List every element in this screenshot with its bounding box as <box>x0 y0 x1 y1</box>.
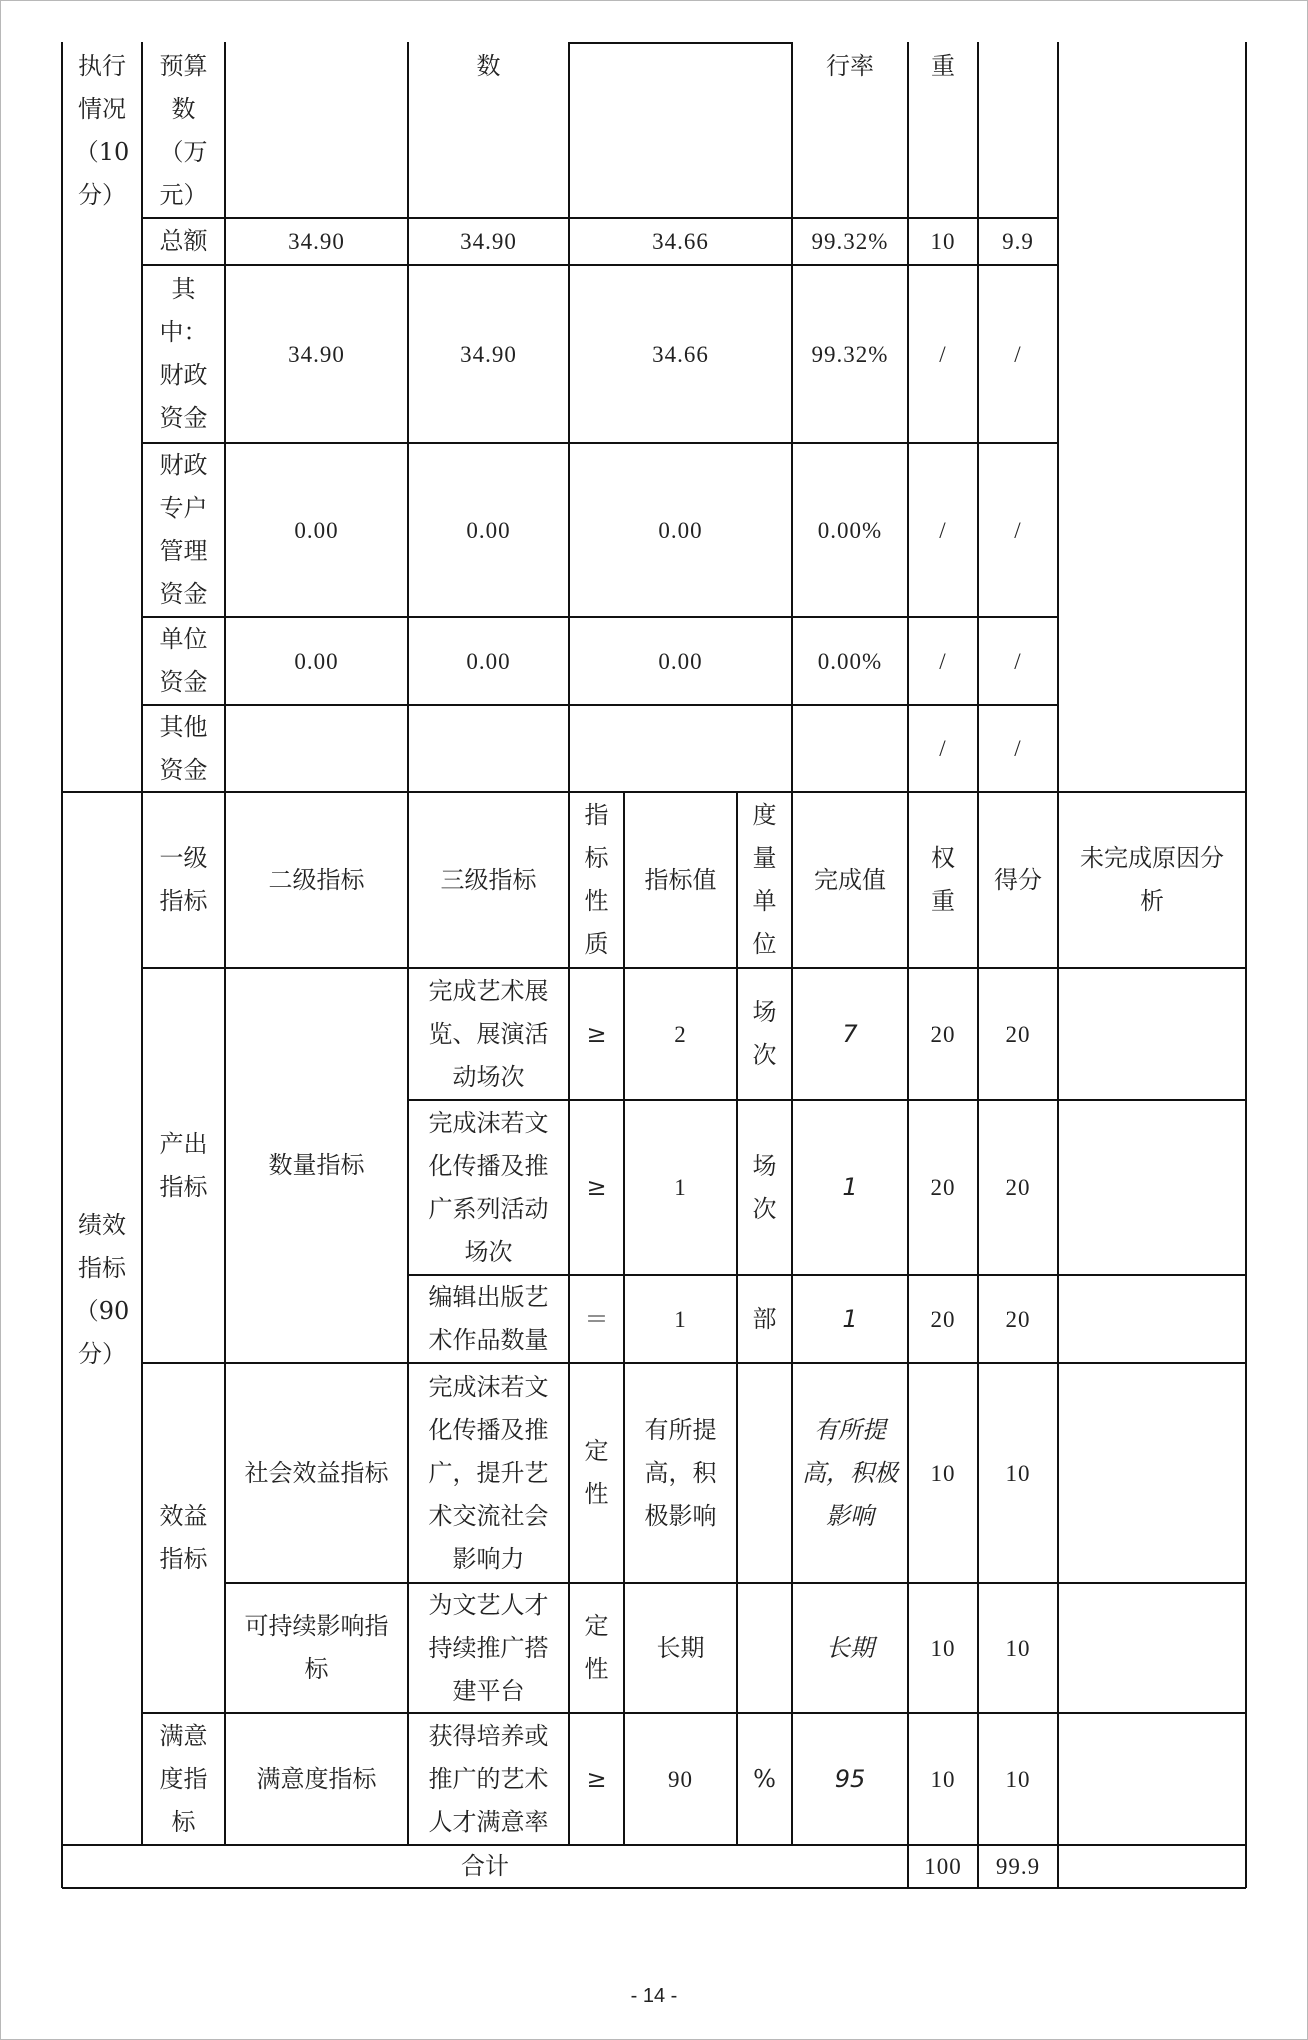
table-left-border <box>61 42 63 1888</box>
grid-hline <box>142 442 1058 444</box>
header-level3: 三级指标 <box>440 865 537 894</box>
indicator-unit: 部 <box>752 1304 777 1333</box>
total-score: 99.9 <box>995 1854 1041 1879</box>
indicator-name: 编辑出版艺 术作品数量 <box>428 1283 549 1354</box>
execution-rate-value <box>792 705 908 792</box>
grid-hline <box>569 42 792 44</box>
indicator-score: 10 <box>1005 1460 1031 1486</box>
budget-row-label: 单位 资金 <box>159 625 208 696</box>
indicator-nature: 定 性 <box>584 1437 609 1508</box>
indicator-score: 10 <box>1005 1635 1031 1661</box>
weight-header-fragment: 重 <box>931 52 955 80</box>
weight-value: / <box>939 736 947 761</box>
score-value: / <box>1014 517 1022 543</box>
weight-value: 10 <box>930 229 956 254</box>
indicator-unit <box>737 1583 792 1713</box>
group-satisfaction-indicators: 满意 度指 标 <box>159 1721 208 1836</box>
indicator-reason <box>1058 1100 1246 1275</box>
page-number: - 14 - <box>630 1985 678 2007</box>
indicator-target: 2 <box>674 1021 687 1047</box>
header-level1: 一级 指标 <box>159 844 208 915</box>
indicator-weight: 10 <box>930 1635 956 1661</box>
group-benefit-indicators: 效益 指标 <box>159 1502 208 1573</box>
header-score: 得分 <box>994 865 1042 894</box>
header-reason: 未完成原因分 析 <box>1080 844 1224 915</box>
annual-total-value: 34.90 <box>460 229 517 254</box>
executed-value: 0.00 <box>658 517 703 543</box>
grid-vline <box>791 42 793 1845</box>
indicator-unit <box>737 1363 792 1583</box>
indicator-reason <box>1058 1275 1246 1363</box>
indicator-name: 完成沫若文 化传播及推 广系列活动 场次 <box>428 1108 549 1266</box>
header-nature: 指 标 性 质 <box>584 801 609 958</box>
indicator-name: 完成沫若文 化传播及推 广，提升艺 术交流社会 影响力 <box>428 1372 549 1573</box>
weight-value: / <box>939 648 947 674</box>
budget-column-label: 预算 数 （万 元） <box>159 52 208 209</box>
table-right-border <box>1245 42 1247 1888</box>
grid-hline <box>142 217 1058 219</box>
annual-total-value: 0.00 <box>466 648 511 674</box>
annual-total-value: 0.00 <box>466 517 511 543</box>
group-output-indicators: 产出 指标 <box>159 1129 208 1201</box>
indicator-target: 1 <box>674 1306 687 1332</box>
grid-hline <box>225 1582 1246 1584</box>
annual-budget-value: 34.90 <box>288 229 345 254</box>
performance-category-label: 绩效 指标 （90 分） <box>74 1211 130 1368</box>
indicator-nature: 定 性 <box>584 1612 609 1683</box>
indicator-target: 90 <box>668 1766 693 1792</box>
annual-budget-value <box>225 705 408 792</box>
header-weight: 权 重 <box>931 844 955 915</box>
grid-hline <box>142 967 1246 969</box>
annual-budget-value: 34.90 <box>288 341 345 367</box>
indicator-nature: ≥ <box>586 1019 607 1048</box>
score-value: 9.9 <box>1002 229 1034 254</box>
grid-hline <box>62 1844 1246 1846</box>
indicator-actual: 1 <box>842 1304 858 1333</box>
indicator-score: 10 <box>1005 1766 1031 1792</box>
score-value: / <box>1014 648 1022 674</box>
executed-value: 34.66 <box>652 341 709 367</box>
indicator-reason <box>1058 1713 1246 1845</box>
budget-row-label: 总额 <box>159 227 208 255</box>
indicator-name: 完成艺术展 览、展演活 动场次 <box>428 976 549 1091</box>
grid-hline <box>142 1712 1246 1714</box>
indicator-target: 1 <box>674 1175 687 1200</box>
indicator-unit: 场 次 <box>752 998 777 1069</box>
grid-vline <box>907 42 909 1888</box>
grid-hline <box>408 1099 1246 1101</box>
execution-rate-value: 99.32% <box>811 229 889 254</box>
grid-vline <box>568 792 570 1845</box>
indicator-weight: 20 <box>930 1306 956 1332</box>
indicator-weight: 10 <box>930 1460 956 1486</box>
executed-value: 34.66 <box>652 229 709 254</box>
indicator-actual: 7 <box>842 1019 858 1048</box>
header-unit: 度 量 单 位 <box>752 801 777 958</box>
indicator-nature: ≥ <box>586 1173 607 1201</box>
indicator-name: 获得培养或 推广的艺术 人才满意率 <box>428 1721 549 1836</box>
indicator-actual: 长期 <box>826 1633 874 1662</box>
grid-hline <box>62 791 1246 793</box>
indicator-actual: 95 <box>834 1764 866 1793</box>
executed-value <box>569 705 792 792</box>
execution-category-label: 执行 情况 （10 分） <box>74 52 130 209</box>
indicator-nature: ＝ <box>584 1304 609 1333</box>
subgroup-quantity: 数量指标 <box>268 1151 365 1179</box>
annual-budget-value: 0.00 <box>294 648 339 674</box>
execution-rate-header-fragment: 行率 <box>826 52 874 80</box>
indicator-reason <box>1058 968 1246 1100</box>
subgroup-sustainable: 可持续影响指 标 <box>244 1612 389 1683</box>
indicator-score: 20 <box>1005 1021 1031 1047</box>
weight-value: / <box>939 341 947 367</box>
grid-vline <box>407 42 409 1845</box>
indicator-actual: 有所提 高，积极 影响 <box>802 1415 898 1530</box>
header-actual: 完成值 <box>814 865 886 894</box>
grid-hline <box>142 1362 1246 1364</box>
score-value: / <box>1014 341 1022 367</box>
indicator-weight: 20 <box>930 1021 956 1047</box>
executed-value: 0.00 <box>658 648 703 674</box>
grid-hline <box>142 264 1058 266</box>
grid-vline <box>623 792 625 1845</box>
total-weight: 100 <box>924 1854 962 1879</box>
grid-vline <box>568 42 570 792</box>
grid-hline <box>142 616 1058 618</box>
grid-vline <box>977 42 979 1888</box>
indicator-unit: 场 次 <box>752 1151 777 1223</box>
indicator-actual: 1 <box>842 1173 858 1201</box>
budget-row-label: 其 中： 财政 资金 <box>159 275 208 432</box>
indicator-reason <box>1058 1583 1246 1713</box>
header-target: 指标值 <box>644 865 717 894</box>
indicator-weight: 20 <box>930 1175 956 1200</box>
total-reason <box>1058 1845 1246 1888</box>
execution-rate-value: 0.00% <box>817 517 883 543</box>
annual-budget-value: 0.00 <box>294 517 339 543</box>
indicator-score: 20 <box>1005 1306 1031 1332</box>
grid-vline <box>1057 42 1059 1888</box>
header-level2: 二级指标 <box>268 865 365 894</box>
indicator-target: 长期 <box>656 1633 705 1662</box>
grid-vline <box>141 42 143 1845</box>
indicator-name: 为文艺人才 持续推广搭 建平台 <box>428 1590 549 1705</box>
indicator-unit: % <box>753 1764 776 1793</box>
weight-value: / <box>939 517 947 543</box>
annual-total-value <box>408 705 569 792</box>
indicator-reason <box>1058 1363 1246 1583</box>
subgroup-social: 社会效益指标 <box>244 1458 389 1487</box>
indicator-nature: ≥ <box>586 1764 607 1793</box>
annual-total-header-fragment: 数 <box>476 52 501 80</box>
grid-hline <box>408 1274 1246 1276</box>
budget-row-label: 财政 专户 管理 资金 <box>159 451 208 608</box>
indicator-weight: 10 <box>930 1766 956 1792</box>
indicator-score: 20 <box>1005 1175 1031 1200</box>
annual-total-value: 34.90 <box>460 341 517 367</box>
score-value: / <box>1014 736 1022 761</box>
total-label: 合计 <box>461 1852 509 1880</box>
table-bottom-border <box>62 1887 1246 1889</box>
execution-rate-value: 99.32% <box>811 341 889 367</box>
budget-row-label: 其他 资金 <box>159 712 208 784</box>
grid-vline <box>736 792 738 1845</box>
grid-hline <box>142 704 1058 706</box>
grid-vline <box>224 42 226 1845</box>
execution-rate-value: 0.00% <box>817 648 883 674</box>
indicator-target: 有所提 高，积 极影响 <box>644 1415 717 1530</box>
subgroup-satisfaction: 满意度指标 <box>256 1764 377 1793</box>
